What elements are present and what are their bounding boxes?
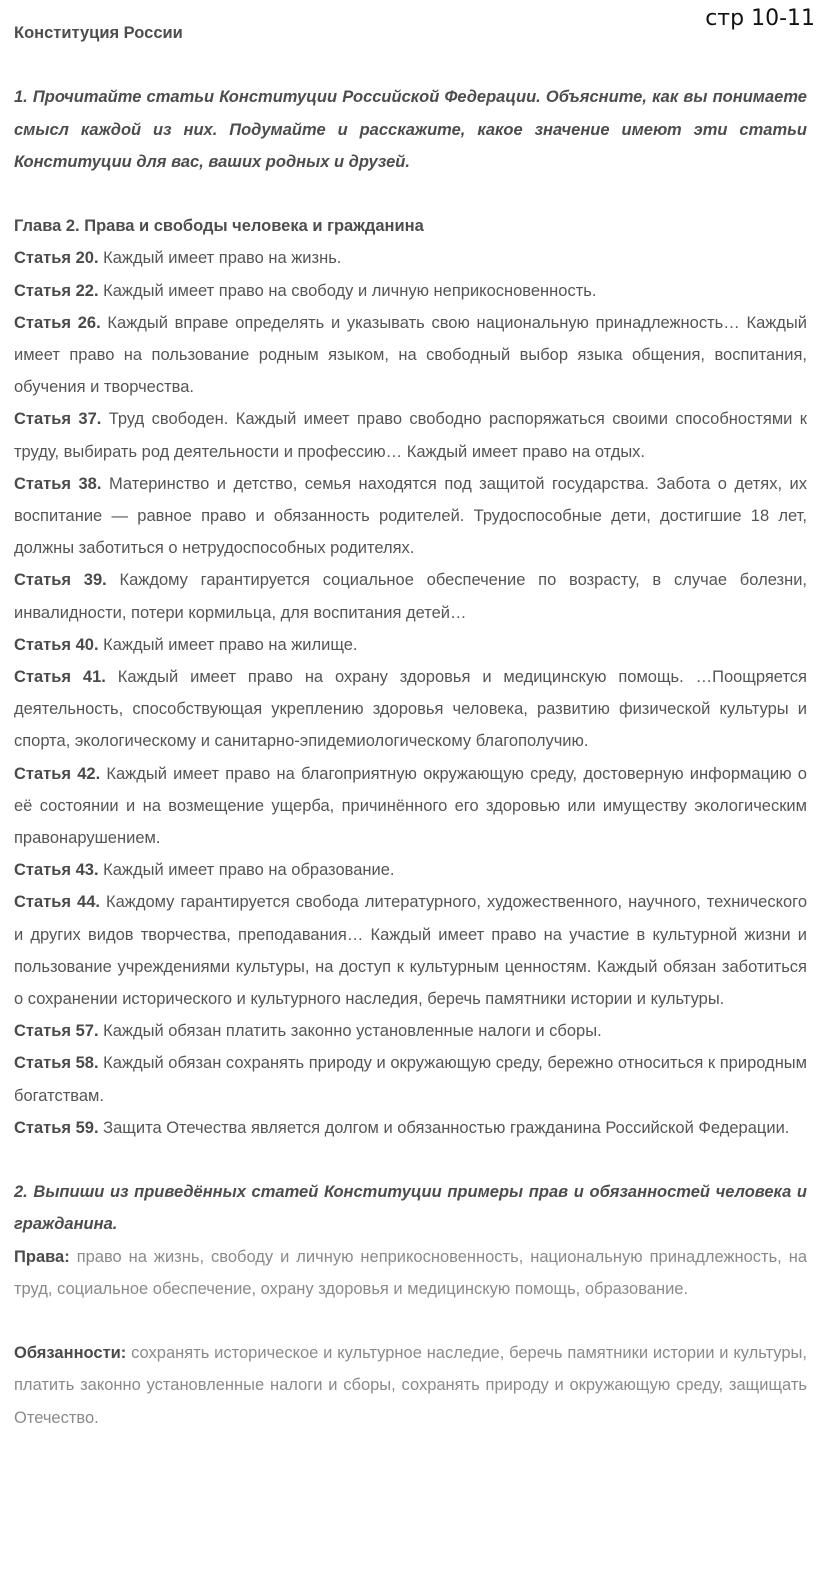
articles-list bbox=[14, 242, 807, 1144]
article-57 bbox=[14, 1015, 807, 1047]
article-text: Каждый вправе определять и указывать свою национальную принадлежность… Каждый имеет право на пользование родным языком, на свободный выбор языка общения, воспитания, обучения и творчества. bbox=[14, 313, 807, 397]
article-number: Статья 43. bbox=[14, 861, 99, 880]
article-41 bbox=[14, 661, 807, 758]
article-text: Каждый обязан платить законно установленные налоги и сборы. bbox=[103, 1022, 602, 1041]
article-text: Труд свободен. Каждый имеет право свободно распоряжаться своими способностями к труду, выбирать род деятельности и профессию… Каждый имеет право на отдых. bbox=[14, 410, 807, 461]
article-number: Статья 22. bbox=[14, 281, 99, 300]
article-59 bbox=[14, 1112, 807, 1144]
article-43 bbox=[14, 854, 807, 886]
article-20 bbox=[14, 242, 807, 274]
page-reference: стр 10-11 bbox=[705, 6, 815, 31]
duties-answer bbox=[14, 1337, 807, 1434]
spacer bbox=[14, 49, 807, 81]
article-number: Статья 38. bbox=[14, 474, 102, 493]
article-number: Статья 37. bbox=[14, 410, 102, 429]
rights-answer bbox=[14, 1241, 807, 1305]
article-text: Каждый имеет право на жизнь. bbox=[103, 249, 342, 268]
task-2: 2. Выпиши из приведённых статей Конституции примеры прав и обязанностей человека и гражданина. bbox=[14, 1183, 807, 1234]
article-number: Статья 26. bbox=[14, 313, 101, 332]
spacer bbox=[14, 1144, 807, 1176]
article-22 bbox=[14, 275, 807, 307]
article-38 bbox=[14, 468, 807, 565]
article-40 bbox=[14, 629, 807, 661]
article-text: Защита Отечества является долгом и обязанностью гражданина Российской Федерации. bbox=[103, 1118, 790, 1137]
article-37 bbox=[14, 403, 807, 467]
article-number: Статья 59. bbox=[14, 1118, 99, 1137]
chapter-heading: Глава 2. Права и свободы человека и гражданина bbox=[14, 217, 424, 236]
article-39 bbox=[14, 564, 807, 628]
task-1: 1. Прочитайте статьи Конституции Российской Федерации. Объясните, как вы понимаете смысл каждой из них. Подумайте и расскажите, какое значение имеют эти статьи Конституции для вас, ваших родных и друзей. bbox=[14, 88, 807, 171]
article-text: Каждый обязан сохранять природу и окружающую среду, бережно относиться к природным богатствам. bbox=[14, 1054, 808, 1105]
article-text: Каждый имеет право на охрану здоровья и медицинскую помощь. …Поощряется деятельность, способствующая укреплению здоровья человека, развитию физической культуры и спорта, экологическому и санитарно-эпидемиологическому благополучию. bbox=[14, 668, 807, 751]
article-number: Статья 20. bbox=[14, 249, 99, 268]
article-text: Материнство и детство, семья находятся под защитой государства. Забота о детях, их воспитание — равное право и обязанность родителей. Трудоспособные дети, достигшие 18 лет, должны заботиться о нетрудоспособных родителях. bbox=[14, 474, 808, 558]
article-text: Каждому гарантируется социальное обеспечение по возрасту, в случае болезни, инвалидности, потери кормильца, для воспитания детей… bbox=[14, 571, 807, 622]
article-58 bbox=[14, 1047, 807, 1111]
article-number: Статья 42. bbox=[14, 764, 101, 783]
article-number: Статья 58. bbox=[14, 1054, 99, 1073]
duties-label: Обязанности: bbox=[14, 1344, 127, 1363]
spacer bbox=[14, 178, 807, 210]
article-text: Каждый имеет право на свободу и личную неприкосновенность. bbox=[103, 281, 597, 300]
article-text: Каждый имеет право на благоприятную окружающую среду, достоверную информацию о её состоянии и на возмещение ущерба, причинённого его здоровью или имуществу экологическим правонарушением. bbox=[14, 764, 807, 848]
article-text: Каждый имеет право на образование. bbox=[103, 861, 395, 880]
document-body bbox=[14, 17, 807, 1434]
article-26 bbox=[14, 307, 807, 404]
spacer bbox=[14, 1305, 807, 1337]
article-44 bbox=[14, 886, 807, 1015]
rights-label: Права: bbox=[14, 1247, 70, 1266]
article-number: Статья 40. bbox=[14, 635, 99, 654]
article-number: Статья 44. bbox=[14, 893, 100, 912]
article-number: Статья 57. bbox=[14, 1022, 99, 1041]
duties-value: сохранять историческое и культурное наследие, беречь памятники истории и культуры, платить законно установленные налоги и сборы, сохранять природу и окружающую среду, защищать Отечество. bbox=[14, 1344, 807, 1427]
article-number: Статья 39. bbox=[14, 571, 107, 590]
article-text: Каждому гарантируется свобода литературного, художественного, научного, технического и других видов творчества, преподавания… Каждый имеет право на участие в культурной жизни и пользование учреждениями культуры, на доступ к культурным ценностям. Каждый обязан заботиться о сохранении исторического и культурного наследия, беречь памятники истории и культуры. bbox=[14, 893, 808, 1009]
article-text: Каждый имеет право на жилище. bbox=[103, 635, 358, 654]
document-title: Конституция России bbox=[14, 24, 183, 42]
article-42 bbox=[14, 758, 807, 855]
article-number: Статья 41. bbox=[14, 668, 106, 687]
rights-value: право на жизнь, свободу и личную неприкосновенность, национальную принадлежность, на труд, социальное обеспечение, охрану здоровья и медицинскую помощь, образование. bbox=[14, 1247, 807, 1298]
